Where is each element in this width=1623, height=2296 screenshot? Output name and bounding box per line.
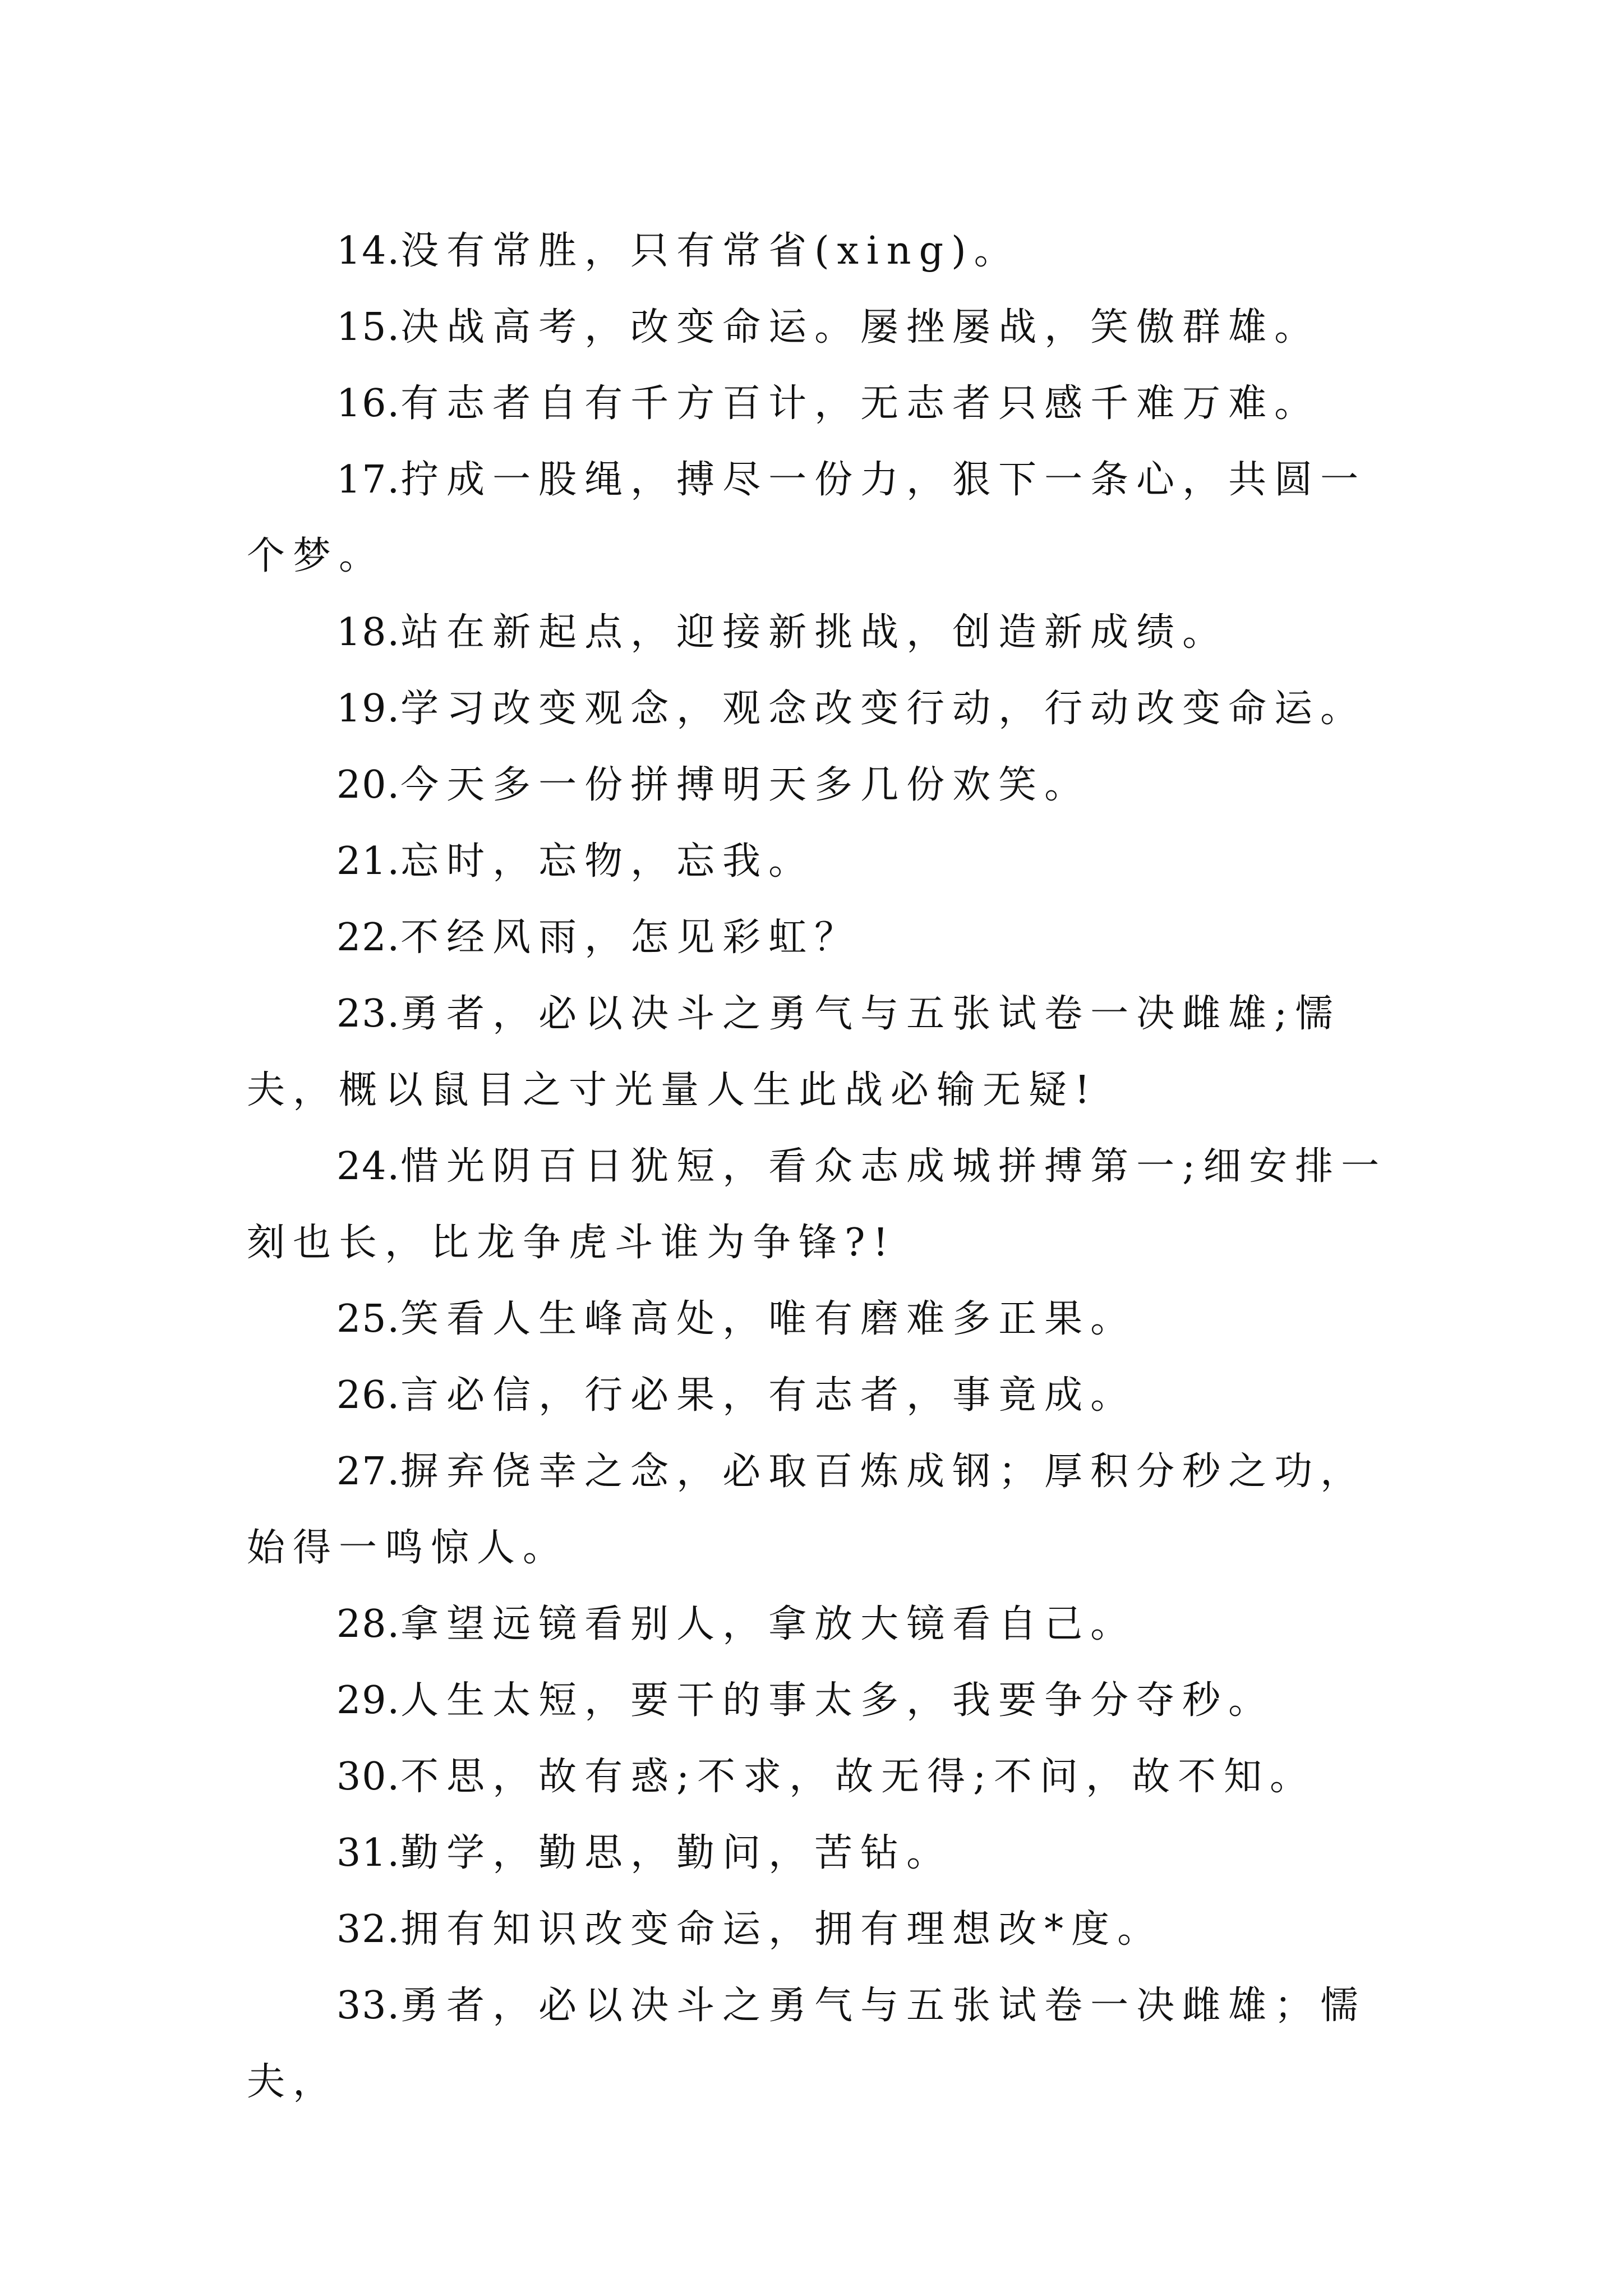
item-text: 拥有知识改变命运，拥有理想改*度。 xyxy=(400,1907,1164,1952)
document-body xyxy=(247,213,1402,2120)
list-item xyxy=(247,1586,1402,1663)
item-number: 31. xyxy=(336,1831,401,1875)
list-item xyxy=(247,595,1402,671)
list-item xyxy=(247,1968,1402,2120)
item-number: 30. xyxy=(336,1755,401,1799)
list-item xyxy=(247,1892,1402,1968)
list-item xyxy=(247,1663,1402,1739)
item-text: 勇者，必以决斗之勇气与五张试卷一决雌雄;懦夫，概以鼠目之寸光量人生此战必输无疑! xyxy=(247,992,1341,1112)
item-text: 不思，故有惑;不求，故无得;不问，故不知。 xyxy=(400,1755,1316,1799)
item-number: 18. xyxy=(336,610,401,655)
item-text: 拿望远镜看别人，拿放大镜看自己。 xyxy=(400,1602,1137,1646)
list-item xyxy=(247,976,1402,1129)
item-text: 不经风雨，怎见彩虹？ xyxy=(400,915,861,960)
item-number: 19. xyxy=(336,687,401,731)
item-text: 有志者自有千方百计，无志者只感千难万难。 xyxy=(400,381,1321,426)
item-number: 26. xyxy=(336,1373,401,1418)
item-text: 没有常胜，只有常省(xing)。 xyxy=(400,229,1020,273)
list-item xyxy=(247,823,1402,900)
item-number: 27. xyxy=(336,1450,401,1494)
list-item xyxy=(247,671,1402,747)
list-item xyxy=(247,1739,1402,1815)
item-text: 惜光阴百日犹短，看众志成城拼搏第一;细安排一刻也长，比龙争虎斗谁为争锋?! xyxy=(247,1144,1387,1265)
item-number: 32. xyxy=(336,1907,401,1952)
list-item xyxy=(247,900,1402,976)
item-text: 勤学，勤思，勤问，苦钻。 xyxy=(400,1831,953,1875)
item-text: 学习改变观念，观念改变行动，行动改变命运。 xyxy=(400,687,1367,731)
item-number: 29. xyxy=(336,1678,401,1723)
item-text: 站在新起点，迎接新挑战，创造新成绩。 xyxy=(400,610,1229,655)
list-item xyxy=(247,747,1402,823)
list-item xyxy=(247,366,1402,442)
list-item xyxy=(247,289,1402,366)
item-number: 28. xyxy=(336,1602,401,1646)
list-item xyxy=(247,1815,1402,1892)
list-item xyxy=(247,1358,1402,1434)
item-number: 14. xyxy=(336,229,401,273)
item-number: 22. xyxy=(336,915,401,960)
item-number: 33. xyxy=(336,1984,401,2028)
list-item xyxy=(247,1434,1402,1586)
item-text: 摒弃侥幸之念，必取百炼成钢；厚积分秒之功，始得一鸣惊人。 xyxy=(247,1450,1367,1570)
item-number: 20. xyxy=(336,763,401,807)
item-number: 15. xyxy=(336,305,401,349)
item-number: 25. xyxy=(336,1297,401,1341)
list-item xyxy=(247,1281,1402,1358)
item-number: 24. xyxy=(336,1144,401,1189)
item-text: 今天多一份拼搏明天多几份欢笑。 xyxy=(400,763,1091,807)
item-number: 23. xyxy=(336,992,401,1036)
item-number: 17. xyxy=(336,458,401,502)
item-number: 16. xyxy=(336,381,401,426)
item-text: 拧成一股绳，搏尽一份力，狠下一条心，共圆一个梦。 xyxy=(247,458,1367,578)
item-text: 言必信，行必果，有志者，事竟成。 xyxy=(400,1373,1137,1418)
item-text: 人生太短，要干的事太多，我要争分夺秒。 xyxy=(400,1678,1275,1723)
list-item xyxy=(247,213,1402,289)
item-number: 21. xyxy=(336,839,401,884)
item-text: 笑看人生峰高处，唯有磨难多正果。 xyxy=(400,1297,1137,1341)
list-item xyxy=(247,1129,1402,1281)
item-text: 决战高考，改变命运。屡挫屡战，笑傲群雄。 xyxy=(400,305,1321,349)
item-text: 勇者，必以决斗之勇气与五张试卷一决雌雄；懦夫， xyxy=(247,1984,1367,2104)
list-item xyxy=(247,442,1402,595)
item-text: 忘时，忘物，忘我。 xyxy=(400,839,815,884)
